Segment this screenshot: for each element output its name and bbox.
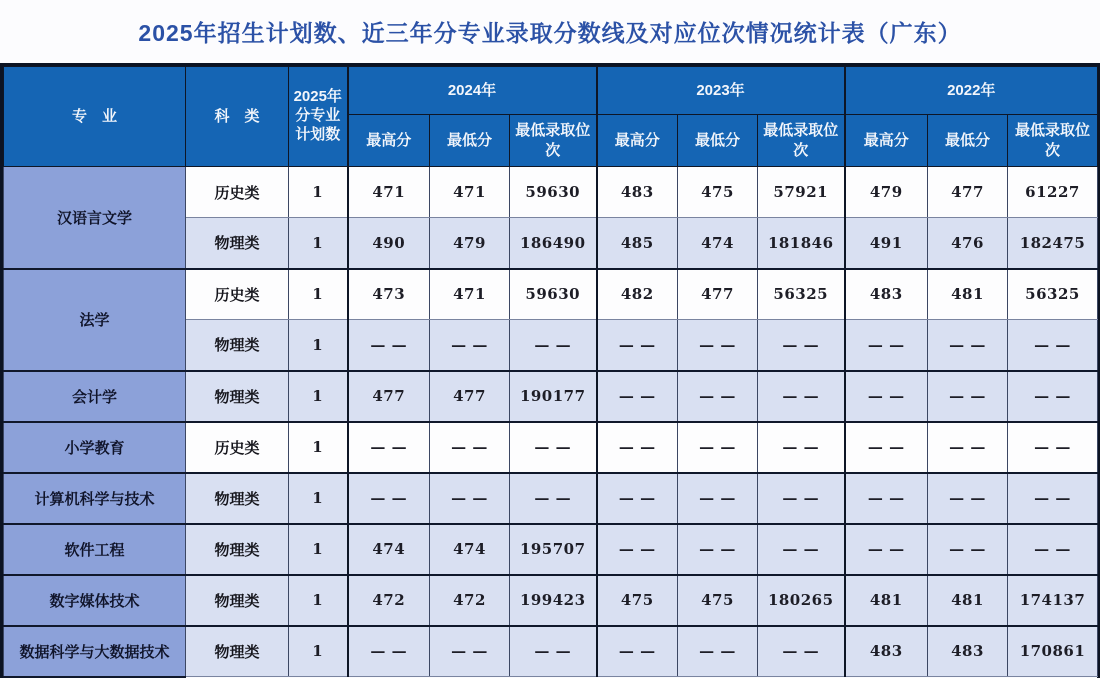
score-cell: — —: [510, 626, 597, 677]
score-cell: 471: [430, 167, 510, 218]
score-cell: 181846: [758, 218, 845, 269]
score-cell: — —: [430, 320, 510, 371]
score-cell: 475: [678, 575, 758, 626]
score-cell: — —: [1008, 473, 1098, 524]
score-cell: — —: [845, 371, 928, 422]
score-cell: — —: [758, 524, 845, 575]
plan-count-cell: 1: [289, 371, 348, 422]
title-bar: [0, 0, 1100, 63]
header-2022-min-score: 最低分: [928, 115, 1008, 167]
header-2022-min-rank: 最低录取位次: [1008, 115, 1098, 167]
plan-count-cell: 1: [289, 269, 348, 320]
major-cell: 数据科学与大数据技术: [4, 626, 186, 677]
category-cell: 物理类: [186, 371, 289, 422]
score-cell: 59630: [510, 167, 597, 218]
score-cell: — —: [678, 371, 758, 422]
category-cell: 历史类: [186, 422, 289, 473]
score-cell: 479: [845, 167, 928, 218]
score-cell: — —: [928, 422, 1008, 473]
score-cell: — —: [348, 473, 430, 524]
major-cell: 软件工程: [4, 524, 186, 575]
table-row: [4, 524, 1098, 575]
score-cell: 491: [845, 218, 928, 269]
score-cell: 170861: [1008, 626, 1098, 677]
score-cell: — —: [348, 320, 430, 371]
header-2024-min-rank: 最低录取位次: [510, 115, 597, 167]
score-cell: 474: [678, 218, 758, 269]
score-cell: — —: [510, 422, 597, 473]
score-cell: 483: [928, 626, 1008, 677]
score-cell: — —: [678, 626, 758, 677]
score-cell: — —: [758, 320, 845, 371]
score-cell: 471: [430, 269, 510, 320]
score-cell: — —: [928, 320, 1008, 371]
score-cell: 477: [928, 167, 1008, 218]
plan-count-cell: 1: [289, 422, 348, 473]
score-cell: 472: [348, 575, 430, 626]
table-row: [4, 473, 1098, 524]
score-cell: 477: [430, 371, 510, 422]
score-cell: 485: [597, 218, 678, 269]
table-row: [4, 422, 1098, 473]
score-cell: 190177: [510, 371, 597, 422]
score-cell: — —: [510, 473, 597, 524]
score-cell: — —: [597, 371, 678, 422]
score-cell: — —: [678, 320, 758, 371]
category-cell: 物理类: [186, 218, 289, 269]
header-year-2024: 2024年: [348, 67, 597, 115]
score-cell: — —: [430, 473, 510, 524]
score-cell: — —: [928, 524, 1008, 575]
score-cell: — —: [678, 473, 758, 524]
score-cell: — —: [597, 626, 678, 677]
category-cell: 物理类: [186, 320, 289, 371]
score-cell: — —: [758, 626, 845, 677]
major-cell: 汉语言文学: [4, 167, 186, 269]
score-cell: — —: [430, 422, 510, 473]
header-plan-line-2: 分专业: [295, 107, 341, 125]
score-cell: 481: [845, 575, 928, 626]
page-title: 2025年招生计划数、近三年分专业录取分数线及对应位次情况统计表（广东）: [138, 20, 962, 46]
score-cell: — —: [597, 473, 678, 524]
score-cell: 481: [928, 575, 1008, 626]
major-cell: 计算机科学与技术: [4, 473, 186, 524]
plan-count-cell: 1: [289, 320, 348, 371]
score-cell: — —: [845, 524, 928, 575]
score-cell: — —: [758, 371, 845, 422]
header-2023-min-score: 最低分: [678, 115, 758, 167]
score-cell: — —: [845, 320, 928, 371]
header-2023-min-rank: 最低录取位次: [758, 115, 845, 167]
category-cell: 物理类: [186, 575, 289, 626]
category-cell: 物理类: [186, 524, 289, 575]
score-cell: 482: [597, 269, 678, 320]
score-cell: — —: [1008, 422, 1098, 473]
plan-count-cell: 1: [289, 218, 348, 269]
plan-count-cell: 1: [289, 524, 348, 575]
score-cell: 476: [928, 218, 1008, 269]
major-cell: 会计学: [4, 371, 186, 422]
score-cell: — —: [510, 320, 597, 371]
score-cell: 473: [348, 269, 430, 320]
score-cell: — —: [678, 422, 758, 473]
table-header: [4, 67, 1098, 167]
header-major: 专 业: [4, 67, 186, 167]
category-cell: 物理类: [186, 473, 289, 524]
score-cell: 174137: [1008, 575, 1098, 626]
score-cell: — —: [597, 524, 678, 575]
score-cell: — —: [1008, 524, 1098, 575]
score-cell: — —: [597, 422, 678, 473]
table-body: [4, 167, 1098, 677]
score-cell: 180265: [758, 575, 845, 626]
major-cell: 小学教育: [4, 422, 186, 473]
score-cell: 479: [430, 218, 510, 269]
score-cell: 471: [348, 167, 430, 218]
header-2024-min-score: 最低分: [430, 115, 510, 167]
category-cell: 物理类: [186, 626, 289, 677]
header-2023-max-score: 最高分: [597, 115, 678, 167]
header-year-2023: 2023年: [597, 67, 845, 115]
score-cell: — —: [758, 422, 845, 473]
score-cell: 474: [348, 524, 430, 575]
score-cell: 57921: [758, 167, 845, 218]
table-row: [4, 626, 1098, 677]
plan-count-cell: 1: [289, 575, 348, 626]
score-cell: — —: [845, 473, 928, 524]
plan-count-cell: 1: [289, 473, 348, 524]
table-row: [4, 575, 1098, 626]
score-cell: 483: [845, 269, 928, 320]
score-cell: — —: [678, 524, 758, 575]
header-plan-line-3: 计划数: [295, 125, 341, 143]
score-cell: 475: [597, 575, 678, 626]
score-cell: 477: [678, 269, 758, 320]
score-cell: 56325: [1008, 269, 1098, 320]
score-cell: 199423: [510, 575, 597, 626]
major-cell: 法学: [4, 269, 186, 371]
score-cell: 56325: [758, 269, 845, 320]
table-row: [4, 371, 1098, 422]
score-cell: 474: [430, 524, 510, 575]
score-cell: — —: [1008, 320, 1098, 371]
score-cell: — —: [758, 473, 845, 524]
header-plan-line-1: 2025年: [293, 88, 342, 106]
score-cell: 61227: [1008, 167, 1098, 218]
category-cell: 历史类: [186, 269, 289, 320]
score-cell: 481: [928, 269, 1008, 320]
statistics-table: [3, 66, 1098, 678]
score-cell: 59630: [510, 269, 597, 320]
table-row: [4, 269, 1098, 320]
score-cell: — —: [348, 626, 430, 677]
score-cell: 195707: [510, 524, 597, 575]
score-cell: — —: [348, 422, 430, 473]
plan-count-cell: 1: [289, 626, 348, 677]
score-cell: — —: [1008, 371, 1098, 422]
header-plan-count: [289, 67, 348, 167]
score-cell: 475: [678, 167, 758, 218]
header-2022-max-score: 最高分: [845, 115, 928, 167]
score-cell: 186490: [510, 218, 597, 269]
score-cell: 477: [348, 371, 430, 422]
score-cell: — —: [928, 371, 1008, 422]
score-cell: 472: [430, 575, 510, 626]
header-row-years: [4, 67, 1098, 115]
score-cell: 483: [597, 167, 678, 218]
major-cell: 数字媒体技术: [4, 575, 186, 626]
table-row: [4, 167, 1098, 218]
score-cell: 182475: [1008, 218, 1098, 269]
header-category: 科 类: [186, 67, 289, 167]
header-2024-max-score: 最高分: [348, 115, 430, 167]
statistics-table-wrapper: [0, 63, 1100, 678]
score-cell: — —: [597, 320, 678, 371]
score-cell: — —: [845, 422, 928, 473]
category-cell: 历史类: [186, 167, 289, 218]
plan-count-cell: 1: [289, 167, 348, 218]
score-cell: 490: [348, 218, 430, 269]
score-cell: — —: [928, 473, 1008, 524]
score-cell: 483: [845, 626, 928, 677]
score-cell: — —: [430, 626, 510, 677]
header-year-2022: 2022年: [845, 67, 1098, 115]
